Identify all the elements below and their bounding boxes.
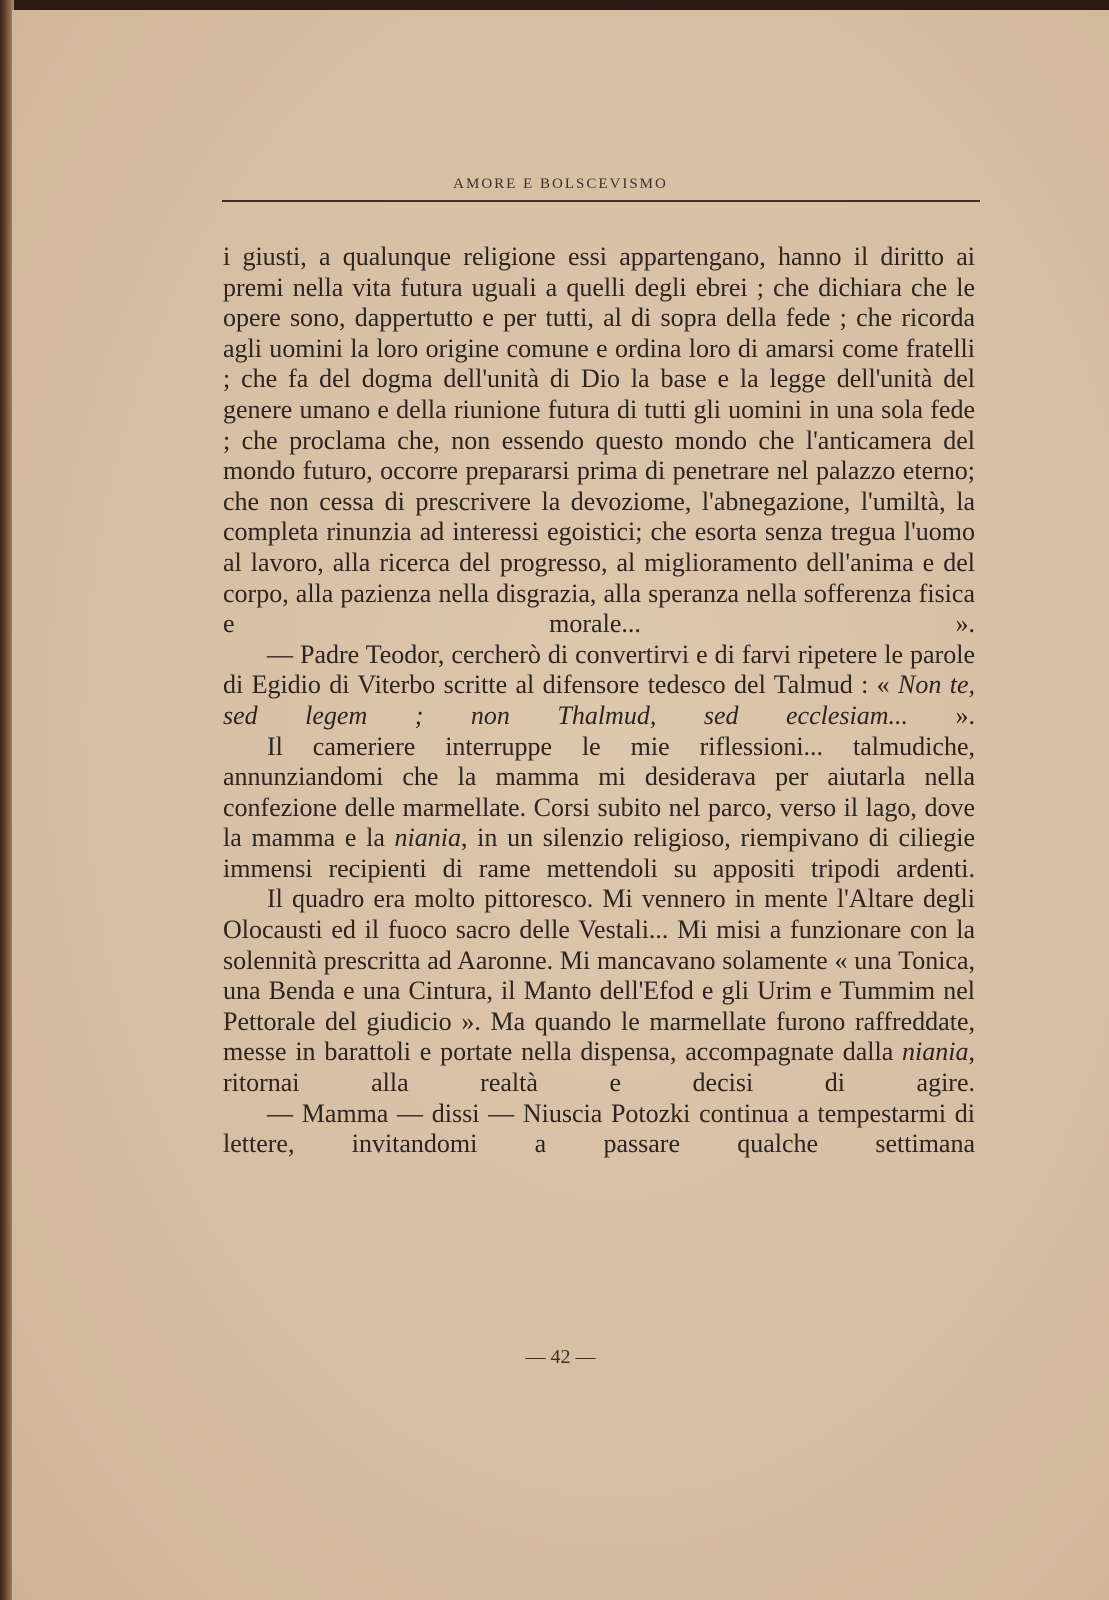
running-head: AMORE E BOLSCEVISMO [453, 176, 668, 192]
paragraph-2 [223, 640, 975, 732]
paragraph-4-text: Il quadro era molto pittoresco. Mi vennero in mente l'Altare degli Olocausti ed il fuoco sacro delle Vestali... Mi misi a funzionare con la solennità prescritta ad Aaronne. Mi mancavano solamente « una Tonica, una Benda e una Cintura, il Manto dell'Efod e gli Urim e Tummim nel Pettorale del giudicio ». Ma quando le marmellate furono raffreddate, messe in barattoli e portate nella dispensa, accompagnate dalla [223, 884, 975, 1067]
paragraph-4 [223, 884, 975, 1098]
italic-word: niania [394, 823, 461, 853]
paragraph-3-end: , in un silenzio religioso, riempivano di ciliegie immensi recipienti di rame mettendoli su appositi tripodi ardenti. [223, 823, 975, 883]
paragraph-4-end: , ritornai alla realtà e decisi di agire. [223, 1037, 975, 1098]
paragraph-3-text: Il cameriere interruppe le mie riflessioni... talmudiche, annunziandomi che la mamma mi desiderava per aiutarla nella confezione delle marmellate. Corsi subito nel parco, verso il lago, dove la mamma e la [223, 731, 975, 853]
paragraph-2-end: ». [908, 700, 975, 730]
italic-word: niania [902, 1037, 969, 1067]
page-number: — 42 — [525, 1346, 596, 1368]
latin-quote: Non te, sed legem ; non Thalmud, sed ecclesiam... [223, 670, 975, 730]
paragraph-3 [223, 732, 975, 885]
header-rule [222, 200, 980, 202]
paragraph-2-text: — Padre Teodor, cercherò di convertirvi e di farvi ripetere le parole di Egidio di Viterbo scritte al difensore tedesco del Talmud : « [223, 639, 975, 700]
body-text [223, 242, 975, 1160]
paragraph-5: — Mamma — dissi — Niuscia Potozki continua a tempestarmi di lettere, invitandomi a passare qualche settimana [223, 1098, 975, 1159]
paragraph-1: i giusti, a qualunque religione essi appartengano, hanno il diritto ai premi nella vita futura uguali a quelli degli ebrei ; che dichiara che le opere sono, dappertutto e per tutti, al di sopra della fede ; che ricorda agli uomini la loro origine comune e ordina loro di amarsi come fratelli ; che fa del dogma dell'unità di Dio la base e la legge dell'unità del genere umano e della riunione futura di tutti gli uomini in una sola fede ; che proclama che, non essendo questo mondo che l'anticamera del mondo futuro, occorre prepararsi prima di penetrare nel palazzo eterno; che non cessa di prescrivere la devoziome, l'abnegazione, l'umiltà, la completa rinunzia ad interessi egoistici; che esorta senza tregua l'uomo al lavoro, alla ricerca del progresso, al miglioramento dell'anima e del corpo, alla pazienza nella disgrazia, alla speranza nella sofferenza fisica e morale... ». [223, 242, 975, 639]
book-page [12, 10, 1109, 1600]
